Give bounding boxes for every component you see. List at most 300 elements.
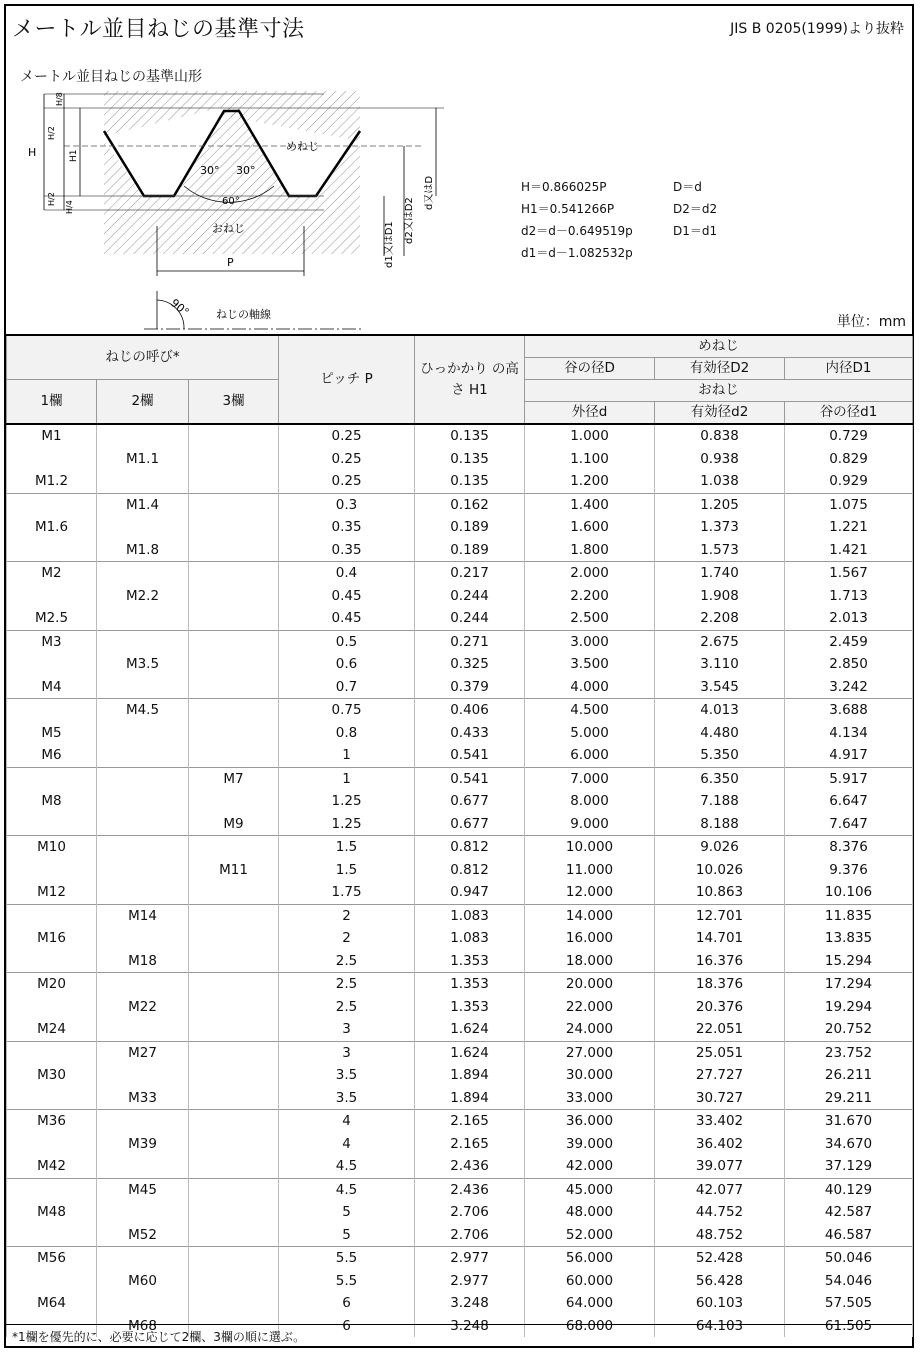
table-cell: 36.402	[655, 1133, 785, 1156]
table-cell	[97, 1201, 189, 1224]
table-cell: 4.013	[655, 699, 785, 722]
table-cell: M56	[7, 1247, 97, 1270]
table-cell: 0.25	[279, 448, 415, 471]
table-cell: 2.706	[415, 1224, 525, 1247]
table-cell: M16	[7, 927, 97, 950]
table-cell	[189, 470, 279, 493]
label-30-right: 30°	[236, 164, 256, 177]
table-cell: M64	[7, 1292, 97, 1315]
table-cell: M48	[7, 1201, 97, 1224]
header-col3: 3欄	[189, 380, 279, 425]
table-cell: 0.6	[279, 653, 415, 676]
thread-profile-diagram	[24, 86, 435, 330]
table-row	[7, 813, 913, 836]
table-row	[7, 493, 913, 516]
label-H2-upper: H/2	[47, 126, 56, 140]
label-d1: d1又はD1	[384, 221, 395, 268]
table-cell	[7, 653, 97, 676]
table-cell	[189, 836, 279, 859]
table-cell: 3.242	[785, 676, 913, 699]
table-row	[7, 539, 913, 562]
formula-left: H＝0.866025P	[521, 180, 607, 194]
table-cell: 0.433	[415, 722, 525, 745]
table-cell: 1.573	[655, 539, 785, 562]
table-cell	[189, 607, 279, 630]
table-cell: 1.353	[415, 996, 525, 1019]
profile-subtitle: メートル並目ねじの基準山形	[20, 69, 202, 85]
table-cell: 2.459	[785, 630, 913, 653]
table-row	[7, 585, 913, 608]
table-cell: M5	[7, 722, 97, 745]
header-name: ねじの呼び*	[7, 335, 279, 380]
table-cell	[189, 1018, 279, 1041]
table-row	[7, 1201, 913, 1224]
table-row	[7, 1041, 913, 1064]
table-cell: 1.083	[415, 904, 525, 927]
table-cell: 0.45	[279, 607, 415, 630]
table-cell: 15.294	[785, 950, 913, 973]
table-cell: 0.8	[279, 722, 415, 745]
table-cell	[189, 630, 279, 653]
header-col1: 1欄	[7, 380, 97, 425]
table-cell: 2.436	[415, 1155, 525, 1178]
table-cell: M14	[97, 904, 189, 927]
table-cell: 6.350	[655, 767, 785, 790]
table-cell: 34.670	[785, 1133, 913, 1156]
table-cell: M12	[7, 881, 97, 904]
table-cell: 0.189	[415, 539, 525, 562]
formula-left: d2＝d－0.649519p	[521, 224, 633, 238]
table-cell	[97, 1292, 189, 1315]
table-cell: 7.647	[785, 813, 913, 836]
table-cell: 2.200	[525, 585, 655, 608]
table-cell: 0.7	[279, 676, 415, 699]
table-cell: 14.000	[525, 904, 655, 927]
table-cell: 2.5	[279, 950, 415, 973]
table-cell: M68	[97, 1315, 189, 1338]
table-cell: 19.294	[785, 996, 913, 1019]
table-cell	[189, 1270, 279, 1293]
table-cell: 4.917	[785, 744, 913, 767]
table-cell	[7, 767, 97, 790]
table-cell: 0.35	[279, 516, 415, 539]
table-cell: M39	[97, 1133, 189, 1156]
table-cell: 2	[279, 927, 415, 950]
table-cell	[189, 424, 279, 448]
table-cell	[97, 676, 189, 699]
table-cell	[7, 448, 97, 471]
table-cell: 2.165	[415, 1133, 525, 1156]
table-cell: 61.505	[785, 1315, 913, 1338]
label-H2-lower: H/2	[47, 192, 56, 206]
formula-right: D＝d	[673, 180, 702, 194]
table-cell	[189, 904, 279, 927]
table-cell: 0.812	[415, 836, 525, 859]
table-cell: 1.083	[415, 927, 525, 950]
table-row	[7, 676, 913, 699]
table-cell: 0.244	[415, 607, 525, 630]
table-cell	[7, 1178, 97, 1201]
table-cell: 0.379	[415, 676, 525, 699]
table-cell: 1.353	[415, 973, 525, 996]
table-cell: 0.25	[279, 470, 415, 493]
table-cell: 1.205	[655, 493, 785, 516]
label-H: H	[28, 146, 37, 159]
header-male: おねじ	[525, 380, 913, 402]
table-cell: 2.5	[279, 996, 415, 1019]
table-cell: 33.402	[655, 1110, 785, 1133]
table-cell: 36.000	[525, 1110, 655, 1133]
table-cell	[189, 950, 279, 973]
table-body	[7, 424, 913, 1337]
table-cell	[189, 722, 279, 745]
table-cell: 1.740	[655, 562, 785, 585]
label-30-left: 30°	[200, 164, 220, 177]
table-cell: 0.4	[279, 562, 415, 585]
label-male: おねじ	[212, 222, 245, 235]
table-row	[7, 836, 913, 859]
table-cell	[97, 767, 189, 790]
table-cell: 22.051	[655, 1018, 785, 1041]
table-cell: 0.325	[415, 653, 525, 676]
table-header	[7, 335, 913, 424]
table-cell: 42.077	[655, 1178, 785, 1201]
table-cell: 17.294	[785, 973, 913, 996]
table-row	[7, 996, 913, 1019]
table-cell: 46.587	[785, 1224, 913, 1247]
table-cell: 25.051	[655, 1041, 785, 1064]
table-cell: 3.248	[415, 1292, 525, 1315]
table-cell	[189, 448, 279, 471]
header-outer-d: 外径d	[525, 402, 655, 425]
table-cell: 48.752	[655, 1224, 785, 1247]
footnote: *1欄を優先的に、必要に応じて2欄、3欄の順に選ぶ。	[6, 1324, 912, 1346]
table-cell	[97, 927, 189, 950]
table-row	[7, 881, 913, 904]
table-cell: M2.5	[7, 607, 97, 630]
table-cell: 10.106	[785, 881, 913, 904]
table-cell	[7, 585, 97, 608]
table-cell	[97, 973, 189, 996]
table-cell: M8	[7, 790, 97, 813]
table-row	[7, 927, 913, 950]
table-cell: 1.100	[525, 448, 655, 471]
table-cell: M1.1	[97, 448, 189, 471]
table-cell: 0.541	[415, 767, 525, 790]
table-cell: 68.000	[525, 1315, 655, 1338]
table-cell	[97, 1110, 189, 1133]
table-cell: 7.188	[655, 790, 785, 813]
table-cell	[7, 950, 97, 973]
label-d: d又はD	[424, 175, 435, 210]
table-cell: 5	[279, 1201, 415, 1224]
table-cell	[189, 699, 279, 722]
table-cell: 2.850	[785, 653, 913, 676]
table-cell: 20.752	[785, 1018, 913, 1041]
table-cell: 0.677	[415, 790, 525, 813]
table-cell: 4.500	[525, 699, 655, 722]
table-cell: 5.350	[655, 744, 785, 767]
table-cell: 64.000	[525, 1292, 655, 1315]
table-row	[7, 516, 913, 539]
table-cell	[97, 1155, 189, 1178]
table-row	[7, 904, 913, 927]
table-cell: 1.038	[655, 470, 785, 493]
table-cell: 2.706	[415, 1201, 525, 1224]
table-row	[7, 448, 913, 471]
table-cell: 1.221	[785, 516, 913, 539]
table-cell: 0.5	[279, 630, 415, 653]
table-cell	[97, 1018, 189, 1041]
label-P: P	[227, 256, 234, 269]
table-cell: 1.25	[279, 790, 415, 813]
table-cell: 27.727	[655, 1064, 785, 1087]
table-cell: 0.947	[415, 881, 525, 904]
table-cell: 1.200	[525, 470, 655, 493]
table-cell	[189, 493, 279, 516]
table-row	[7, 562, 913, 585]
table-cell	[189, 927, 279, 950]
table-cell: M1.2	[7, 470, 97, 493]
table-cell: 0.406	[415, 699, 525, 722]
table-cell	[7, 904, 97, 927]
table-cell: M4	[7, 676, 97, 699]
table-cell: 1.000	[525, 424, 655, 448]
table-cell	[97, 630, 189, 653]
table-cell: 0.25	[279, 424, 415, 448]
table-cell: 39.000	[525, 1133, 655, 1156]
table-cell: 4.5	[279, 1178, 415, 1201]
table-cell: 57.505	[785, 1292, 913, 1315]
table-cell: 0.929	[785, 470, 913, 493]
table-cell: 8.376	[785, 836, 913, 859]
table-cell	[189, 1155, 279, 1178]
table-cell: 0.217	[415, 562, 525, 585]
table-cell: 3	[279, 1018, 415, 1041]
table-cell: 3	[279, 1041, 415, 1064]
table-cell: M1.4	[97, 493, 189, 516]
header-rootD: 谷の径D	[525, 358, 655, 380]
table-row	[7, 653, 913, 676]
table-cell	[189, 653, 279, 676]
table-cell	[97, 722, 189, 745]
table-cell: M60	[97, 1270, 189, 1293]
header-female: めねじ	[525, 335, 913, 358]
table-cell: 6	[279, 1292, 415, 1315]
table-cell: 4.000	[525, 676, 655, 699]
table-cell	[189, 1087, 279, 1110]
table-cell	[189, 996, 279, 1019]
table-cell: 0.45	[279, 585, 415, 608]
table-cell: 2.208	[655, 607, 785, 630]
table-cell	[97, 424, 189, 448]
table-row	[7, 630, 913, 653]
table-cell: 1.624	[415, 1041, 525, 1064]
table-cell	[7, 493, 97, 516]
table-cell: 31.670	[785, 1110, 913, 1133]
table-cell: M1.6	[7, 516, 97, 539]
formula-block	[521, 176, 717, 264]
table-cell: 20.000	[525, 973, 655, 996]
table-cell: 54.046	[785, 1270, 913, 1293]
table-row	[7, 722, 913, 745]
table-cell	[97, 562, 189, 585]
table-cell: 20.376	[655, 996, 785, 1019]
source-note: JIS B 0205(1999)より抜粋	[730, 21, 904, 37]
table-cell: 2	[279, 904, 415, 927]
label-H4: H/4	[65, 200, 74, 214]
table-cell	[189, 1110, 279, 1133]
table-cell: 5.5	[279, 1247, 415, 1270]
header-effD2: 有効径D2	[655, 358, 785, 380]
table-cell: M20	[7, 973, 97, 996]
table-cell: M18	[97, 950, 189, 973]
table-cell: 1.624	[415, 1018, 525, 1041]
table-cell: 1.25	[279, 813, 415, 836]
table-cell: 3.5	[279, 1087, 415, 1110]
table-cell: 1.075	[785, 493, 913, 516]
table-cell	[189, 790, 279, 813]
table-cell: 16.000	[525, 927, 655, 950]
table-cell	[97, 790, 189, 813]
table-cell: 1.400	[525, 493, 655, 516]
table-cell: M52	[97, 1224, 189, 1247]
table-cell: M2	[7, 562, 97, 585]
table-cell: 1.894	[415, 1087, 525, 1110]
table-cell: 56.428	[655, 1270, 785, 1293]
table-cell: 1.421	[785, 539, 913, 562]
header-eff-d2: 有効径d2	[655, 402, 785, 425]
label-female: めねじ	[286, 140, 319, 153]
table-cell: 42.587	[785, 1201, 913, 1224]
header-col2: 2欄	[97, 380, 189, 425]
table-cell: 1.5	[279, 836, 415, 859]
table-cell: 10.026	[655, 859, 785, 882]
formula-left: d1＝d－1.082532p	[521, 246, 633, 260]
table-cell: 4.480	[655, 722, 785, 745]
table-cell	[189, 1224, 279, 1247]
table-cell: 2.000	[525, 562, 655, 585]
table-cell: 2.675	[655, 630, 785, 653]
table-cell	[97, 744, 189, 767]
table-cell: 40.129	[785, 1178, 913, 1201]
table-cell	[7, 1270, 97, 1293]
header-height: ひっかかり の高さ H1	[415, 335, 525, 424]
table-cell: 7.000	[525, 767, 655, 790]
table-cell: 5	[279, 1224, 415, 1247]
table-cell: 9.026	[655, 836, 785, 859]
table-cell: 10.000	[525, 836, 655, 859]
table-cell: 0.3	[279, 493, 415, 516]
table-cell: 6	[279, 1315, 415, 1338]
table-cell: 2.436	[415, 1178, 525, 1201]
table-cell: 0.541	[415, 744, 525, 767]
table-row	[7, 1224, 913, 1247]
table-cell: 11.000	[525, 859, 655, 882]
table-cell: 1.600	[525, 516, 655, 539]
table-cell: M33	[97, 1087, 189, 1110]
table-row	[7, 1087, 913, 1110]
table-cell: 26.211	[785, 1064, 913, 1087]
table-cell	[189, 1133, 279, 1156]
table-cell	[189, 1292, 279, 1315]
table-cell: 0.75	[279, 699, 415, 722]
table-cell: 1	[279, 767, 415, 790]
table-cell: M1.8	[97, 539, 189, 562]
table-cell: 5.917	[785, 767, 913, 790]
table-cell: 44.752	[655, 1201, 785, 1224]
table-cell: 6.000	[525, 744, 655, 767]
table-row	[7, 790, 913, 813]
table-cell: 0.829	[785, 448, 913, 471]
table-cell: 27.000	[525, 1041, 655, 1064]
table-cell: 2.013	[785, 607, 913, 630]
table-cell: M36	[7, 1110, 97, 1133]
table-cell	[189, 1178, 279, 1201]
table-cell: 12.701	[655, 904, 785, 927]
table-cell: 18.000	[525, 950, 655, 973]
table-cell: 0.35	[279, 539, 415, 562]
table-cell: 8.000	[525, 790, 655, 813]
table-cell	[7, 1087, 97, 1110]
table-cell	[7, 1041, 97, 1064]
table-cell: 9.000	[525, 813, 655, 836]
table-cell: 0.938	[655, 448, 785, 471]
table-row	[7, 767, 913, 790]
table-cell: M22	[97, 996, 189, 1019]
table-cell	[189, 1041, 279, 1064]
table-cell: 3.500	[525, 653, 655, 676]
label-H1: H1	[69, 149, 79, 162]
table-cell	[97, 881, 189, 904]
table-cell: 45.000	[525, 1178, 655, 1201]
table-row	[7, 1270, 913, 1293]
table-cell	[7, 1224, 97, 1247]
table-cell: 1.5	[279, 859, 415, 882]
table-cell: 16.376	[655, 950, 785, 973]
label-axis: ねじの軸線	[216, 308, 271, 321]
label-H8: H/8	[55, 92, 64, 106]
table-cell	[189, 585, 279, 608]
table-cell	[7, 1133, 97, 1156]
table-cell: 3.110	[655, 653, 785, 676]
table-cell	[7, 996, 97, 1019]
table-cell: 56.000	[525, 1247, 655, 1270]
header-pitch: ピッチ P	[279, 335, 415, 424]
table-cell: 3.5	[279, 1064, 415, 1087]
table-cell	[189, 881, 279, 904]
table-cell	[97, 813, 189, 836]
table-cell	[189, 973, 279, 996]
table-cell	[7, 859, 97, 882]
table-cell: M7	[189, 767, 279, 790]
table-cell: 14.701	[655, 927, 785, 950]
table-cell: 37.129	[785, 1155, 913, 1178]
table-cell: 24.000	[525, 1018, 655, 1041]
table-cell: 10.863	[655, 881, 785, 904]
page-title: メートル並目ねじの基準寸法	[12, 17, 305, 42]
table-cell	[97, 859, 189, 882]
table-cell: 64.103	[655, 1315, 785, 1338]
table-cell	[97, 1247, 189, 1270]
table-cell	[189, 539, 279, 562]
table-cell: 2.977	[415, 1270, 525, 1293]
table-cell	[189, 1064, 279, 1087]
table-cell: 9.376	[785, 859, 913, 882]
table-cell	[7, 539, 97, 562]
table-cell	[97, 470, 189, 493]
table-row	[7, 424, 913, 448]
